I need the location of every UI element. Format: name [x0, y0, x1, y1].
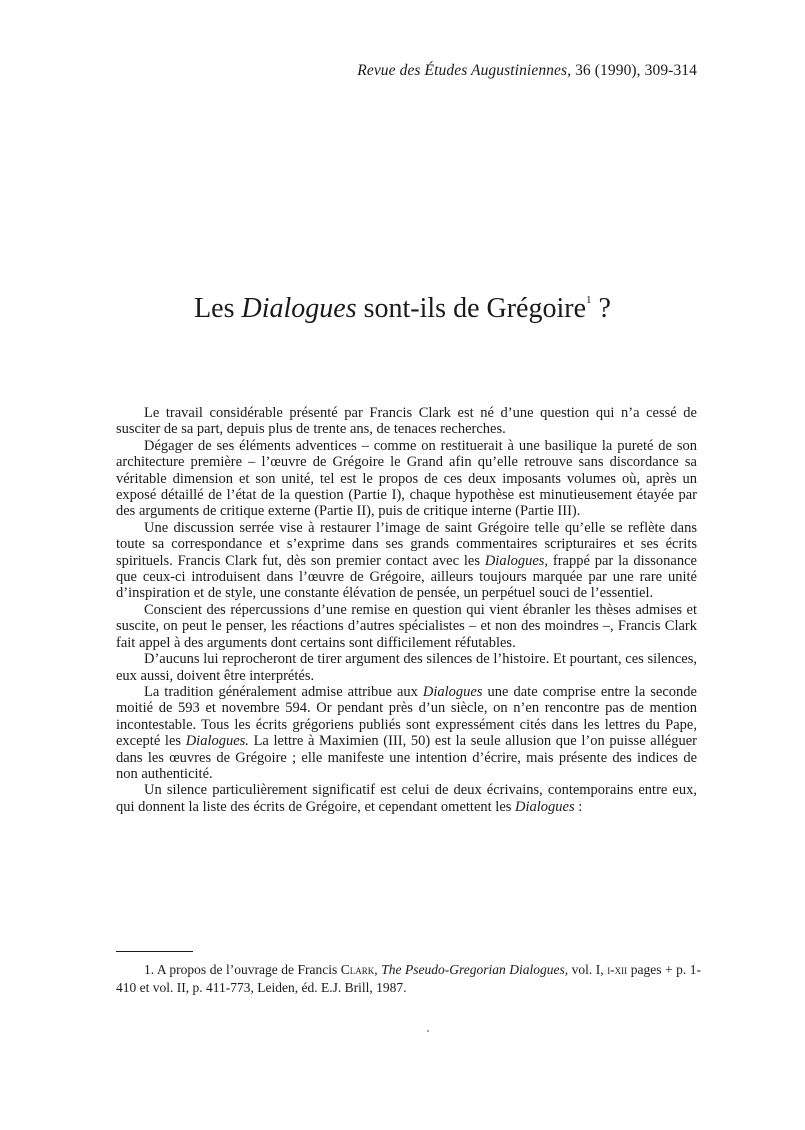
paragraph-3: Une discussion serrée vise à restaurer l’image de saint Grégoire telle qu’elle se reflète dans toute sa correspondance et s’exprime dans ses grands commentaires scripturaires et ses écrits spirituels. Francis Clark fut, dès son premier contact avec les Dialogues, frappé par la dissonance que ceux-ci introduisent dans l’œuvre de Grégoire, ailleurs toujours marquée par une rare unité d’inspiration et de style, une constante élévation de pensée, un perpétuel souci de l’essentiel. [116, 519, 697, 602]
title-italic: Dialogues [241, 293, 357, 324]
footnote-reference[interactable]: 1 [586, 294, 592, 306]
paragraph-2: Dégager de ses éléments adventices – comme on restituerait à une basilique la pureté de son architecture première – l’œuvre de Grégoire le Grand afin qu’elle retrouve sans discordance sa véritable dimension et son unité, tel est le propos de ces deux imposants volumes où, après un exposé détaillé de l’état de la question (Partie I), chaque hypothèse est minutieusement étayée par des arguments de critique externe (Partie II), puis de critique interne (Partie III). [116, 437, 697, 520]
paragraph-5: D’aucuns lui reprocheront de tirer argument des silences de l’histoire. Et pourtant, ces silences, eux aussi, doivent être interprétés. [116, 651, 697, 684]
paragraph-6: La tradition généralement admise attribue aux Dialogues une date comprise entre la seconde moitié de 593 et novembre 594. Or pendant près d’un siècle, on n’en rencontre pas de mention incontestable. Tous les écrits grégoriens publiés sont expressément cités dans les lettres du Pape, excepté les Dialogues. La lettre à Maximien (III, 50) est la seule allusion que l’on puisse alléguer dans les œuvres de Grégoire ; elle manifeste une intention d’écrire, mais présente des indices de non authenticité. [116, 683, 697, 782]
article-title: Les Dialogues sont-ils de Grégoire$^1$ ? [194, 293, 611, 324]
paragraph-1: Le travail considérable présenté par Francis Clark est né d’une question qui n’a cessé de susciter de sa part, depuis plus de trente ans, de tenaces recherches. [116, 405, 697, 438]
paragraph-4: Conscient des répercussions d’une remise en question qui vient ébranler les thèses admises et suscite, on peut le penser, les réactions d’autres spécialistes – et non des moindres –, Francis Clark fait appel à des arguments dont certains sont difficilement réfutables. [116, 601, 697, 651]
journal-name: Revue des Études Augustiniennes, [357, 62, 572, 79]
running-header [357, 62, 697, 80]
journal-citation: 36 (1990), 309-314 [571, 62, 697, 79]
book-title: The Pseudo-Gregorian Dialogues, [381, 962, 569, 977]
scan-speck [427, 1030, 429, 1032]
paragraph-7: Un silence particulièrement significatif est celui de deux écrivains, contemporains entre eux, qui donnent la liste des écrits de Grégoire, et cependant omettent les Dialogues : [116, 782, 697, 815]
footnote-1: 1. A propos de l’ouvrage de Francis Clark, The Pseudo-Gregorian Dialogues, vol. I, i-xii pages + p. 1-410 et vol. II, p. 411-773, Leiden, éd. E.J. Brill, 1987. [116, 962, 702, 995]
article-body [116, 405, 697, 815]
footnote-separator [116, 951, 193, 952]
author-name: Clark, [340, 962, 378, 977]
